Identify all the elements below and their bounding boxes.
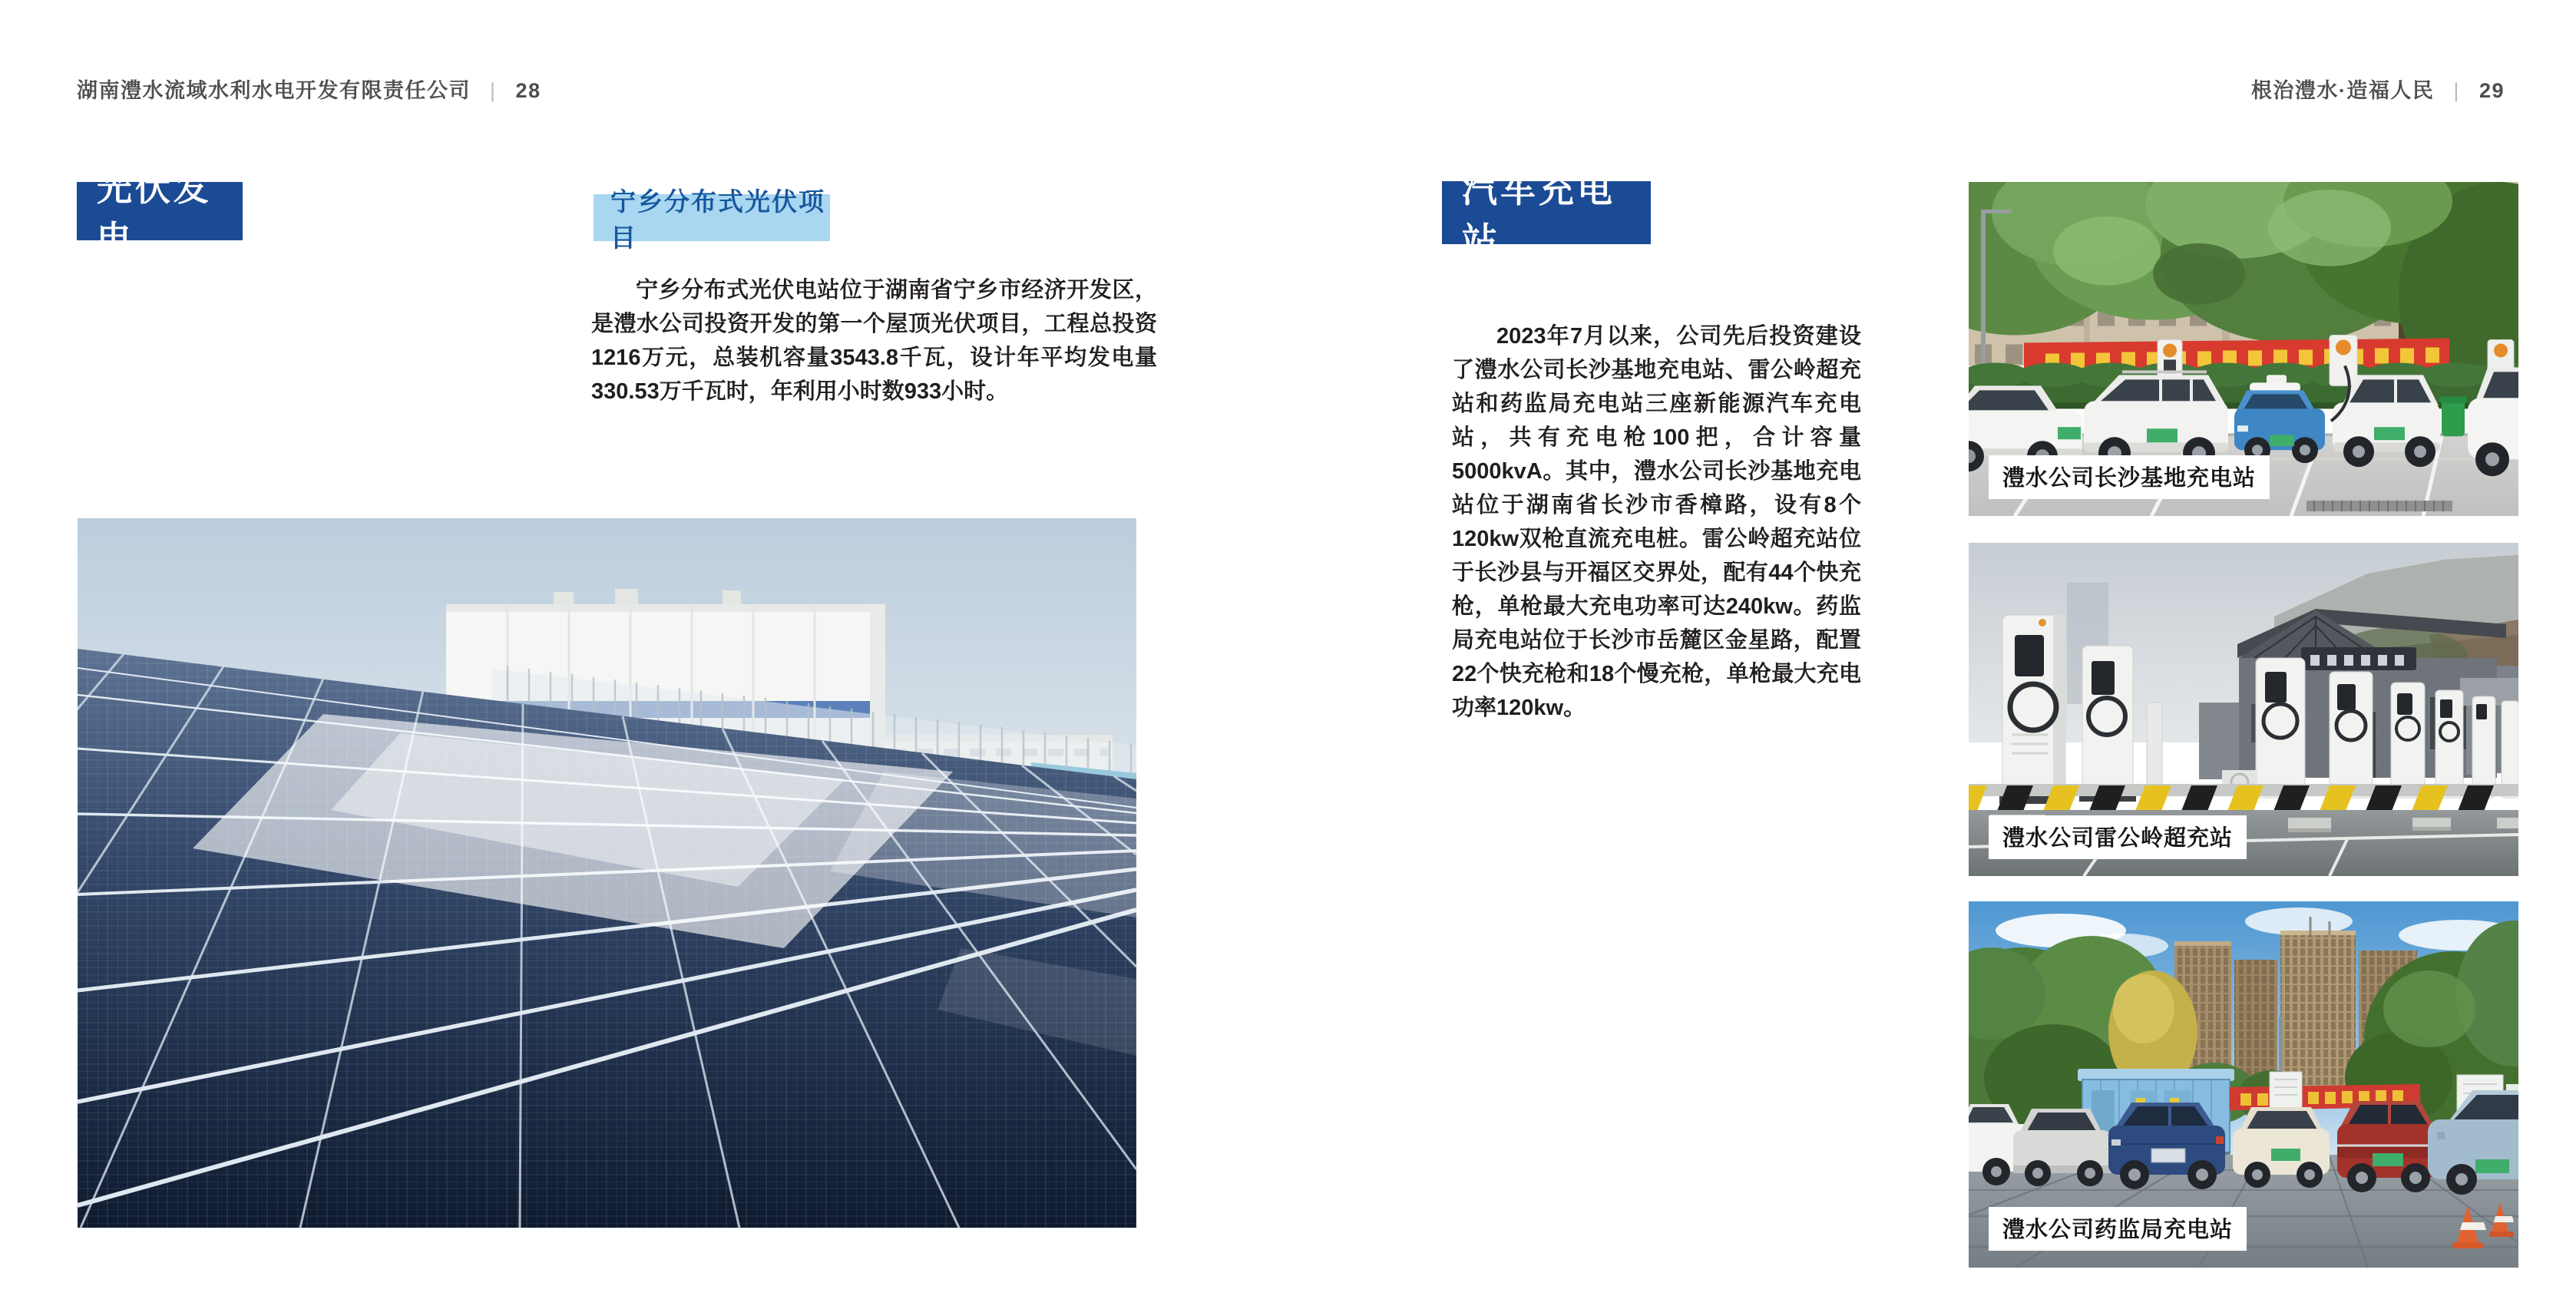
page-number-right: 29 — [2478, 79, 2505, 102]
section-title-charging: 汽车充电站 — [1442, 181, 1651, 244]
section-title-photovoltaic: 光伏发电 — [77, 182, 243, 240]
hazard-barrier — [1969, 784, 2518, 813]
slogan: 根治澧水·造福人民 — [2250, 79, 2435, 102]
charging-photo-changsha-base — [1969, 182, 2518, 516]
solar-photo-illustration — [78, 518, 1136, 1228]
photo-caption-yaojianju: 澧水公司药监局充电站 — [1989, 1207, 2247, 1251]
photovoltaic-paragraph: 宁乡分布式光伏电站位于湖南省宁乡市经济开发区，是澧水公司投资开发的第一个屋顶光伏项目，工程总投资1216万元，总装机容量3543.8千瓦，设计年平均发电量330.53万千瓦时，年利用小时数933小时。 — [591, 278, 1157, 404]
page-header-right — [2251, 74, 2505, 104]
photo-caption-changsha-base: 澧水公司长沙基地充电站 — [1989, 455, 2270, 499]
page-number-left: 28 — [515, 79, 541, 102]
company-name: 湖南澧水流域水利水电开发有限责任公司 — [77, 79, 471, 102]
charging-paragraph: 2023年7月以来，公司先后投资建设了澧水公司长沙基地充电站、雷公岭超充站和药监局充电站三座新能源汽车充电站，共有充电枪100把，合计容量5000kvA。其中，澧水公司长沙基地充电站位于湖南省长沙市香樟路，设有8个120kw双枪直流充电桩。雷公岭超充站位于长沙县与开福区交界处，配有44个快充枪，单枪最大充电功率可达240kw。药监局充电站位于长沙市岳麓区金星路，配置22个快充枪和18个慢充枪，单枪最大充电功率120kw。 — [1452, 324, 1861, 720]
header-separator: | — [2453, 79, 2460, 102]
photo-caption-leigongling: 澧水公司雷公岭超充站 — [1989, 815, 2247, 859]
charging-photo-yaojianju — [1969, 901, 2518, 1268]
project-label-ningxiang: 宁乡分布式光伏项目 — [594, 194, 830, 241]
page-header-left — [77, 74, 541, 104]
solar-panels-photo — [78, 518, 1136, 1228]
trash-bin — [2439, 396, 2467, 436]
header-separator: | — [490, 79, 497, 102]
charging-photo-leigongling — [1969, 543, 2518, 876]
